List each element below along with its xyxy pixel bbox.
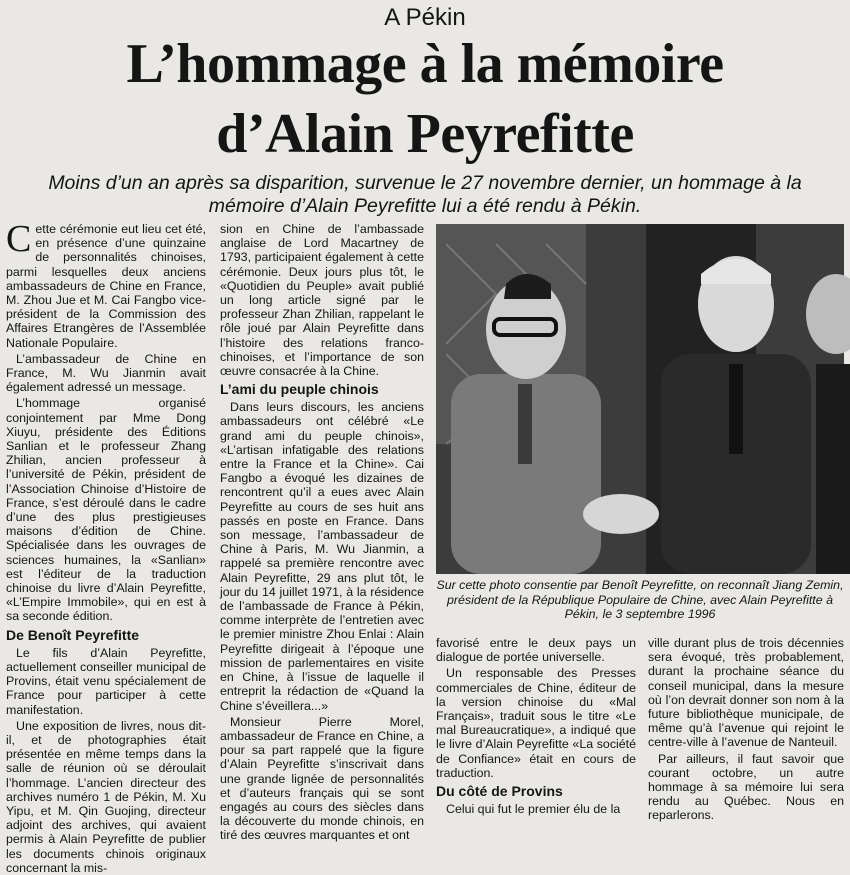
paragraph [6,218,206,350]
paragraph: Celui qui fut le premier élu de la [446,802,621,817]
photo-hands [583,494,659,534]
subhead: De Benoît Peyrefitte [6,626,140,643]
paragraph: Un responsable des Presses commerciales de Chine, éditeur de la version chinoise du «Mal Français», traduit sous le titre «Le mal Bureaucratique», a indiqué que le livre d’Alain Peyrefitte «La société de Confiance» était en cours de traduction. [436,666,636,780]
photo-illustration [436,224,844,574]
subhead: L’ami du peuple chinois [220,381,379,398]
paragraph: sion en Chine de l’ambassade anglaise de Lord Macartney de 1793, participaient également à cette cérémonie. Deux jours plus tôt, le «Quotidien du Peuple» avait publié un long article signé par le professeur Zhan Zhilian, rappelant le rôle joué par Alain Peyrefitte dans l’histoire des relations franco-chinoises, et l’importance de son œuvre consacrée à la Chine. [220,222,424,379]
paragraph-text: ette cérémonie eut lieu cet été, en présence d’une quinzaine de personnalités chinoises, parmi lesquelles deux anciens ambassadeurs de Chine en France, M. Zhou Jue et M. Cai Fangbo vice-président de la Commission des Affaires Etrangères de l’Assemblée Nationale Populaire. [6,222,206,350]
deck [10,172,840,218]
paragraph: Monsieur Pierre Morel, ambassadeur de France en Chine, a pour sa part rappelé que la figure d’Alain Peyrefitte s’inscrivait dans une grande lignée de personnalités et d’auteurs français qui se sont engagés au cours des siècles dans la découverte du monde chinois, en tiré des œuvres marquantes et ont [220,714,424,843]
photo [436,224,844,574]
paragraph: Une exposition de livres, nous dit-il, et de photographies était présentée en même temps dans la salle de réunion où se déroulait l’hommage. L’ancien directeur des archives numéro 1 de Pékin, M. Xu Yipu, et M. Qin Guojing, directeur adjoint des archives, qui avaient permis à Alain Peyrefitte de publier les documents chinois originaux concernant la mis- [6,718,206,875]
paragraph: Dans leurs discours, les anciens ambassadeurs ont célébré «Le grand ami du peuple chinois», «L’artisan infatigable des relations entre la France et la Chine». Cai Fangbo a évoqué les dizaines de rencontrent qu’il a eues avec Alain Peyrefitte au cours de ses huit ans passés en poste en France. Dans son message, l’ambassadeur de Chine à Paris, M. Wu Jianmin, a rappelé sa première rencontre avec Alain Peyrefitte, 29 ans plut tôt, le jour du 14 juillet 1971, à la résidence de l’ambassade de France à Pékin, comme interprète de l’entretien avec le premier ministre Zhou Enlai : Alain Peyrefitte dirigeait à l’époque une mission de parlementaires en visite en Chine, à l’issue de laquelle il entreprit la rédaction de «Quand la Chine s’éveillera...» [220,400,424,713]
kicker: A Pékin [384,4,466,31]
photo-caption: Sur cette photo consentie par Benoît Peyrefitte, on reconnaît Jiang Zemin, président de la République Populaire de Chine, avec Alain Peyrefitte à Pékin, le 3 septembre 1996 [436,578,844,621]
paragraph: Par ailleurs, il faut savoir que courant octobre, un autre hommage à sa mémoire lui sera rendu au Québec. Nous en reparlerons. [648,751,844,823]
headline-line-1: L’hommage à la mémoire [126,33,724,95]
subhead: Du côté de Provins [436,783,563,800]
article-column-1 [6,218,206,875]
paragraph: favorisé entre le deux pays un dialogue de portée universelle. [436,636,636,665]
headline-line-2: d’Alain Peyrefitte [216,103,634,165]
deck-line-1: Moins d’un an après sa disparition, survenue le 27 novembre dernier, un hommage à la [48,172,802,194]
article-column-4 [648,636,844,823]
paragraph: L’hommage organisé conjointement par Mme Dong Xiuyu, présidente des Éditions Sanlian et le professeur Zhang Zhilian, ancien professeur à l’université de Pékin, président de l’Association Chinoise d’Histoire de France, s’est déroulé dans le cadre d’une des plus prestigieuses maisons d’édition de Chine. Spécialisée dans les ouvrages de sciences humaines, la «Sanlian» est l’éditeur de la traduction chinoise du livre d’Alain Peyrefitte, «L’Empire Immobile», qui en est à sa seconde édition. [6,396,206,624]
paragraph: ville durant plus de trois décennies sera évoqué, très probablement, durant la prochaine séance du conseil municipal, dans la mesure où l’on devrait donner son nom à la future bibliothèque municipale, de même qu’à l’avenue qui rejoint le centre-ville à l’avenue de Nanteuil. [648,636,844,750]
drop-cap: C [6,218,32,260]
paragraph: Le fils d’Alain Peyrefitte, actuellement conseiller municipal de Provins, était venu spécialement de France pour participer à cette manifestation. [6,645,206,717]
article-column-3 [436,636,636,817]
deck-line-2: mémoire d’Alain Peyrefitte lui a été rendu à Pékin. [208,195,642,217]
article-column-2 [220,222,424,843]
paragraph: L’ambassadeur de Chine en France, M. Wu Jianmin avait également adressé un message. [6,351,206,395]
